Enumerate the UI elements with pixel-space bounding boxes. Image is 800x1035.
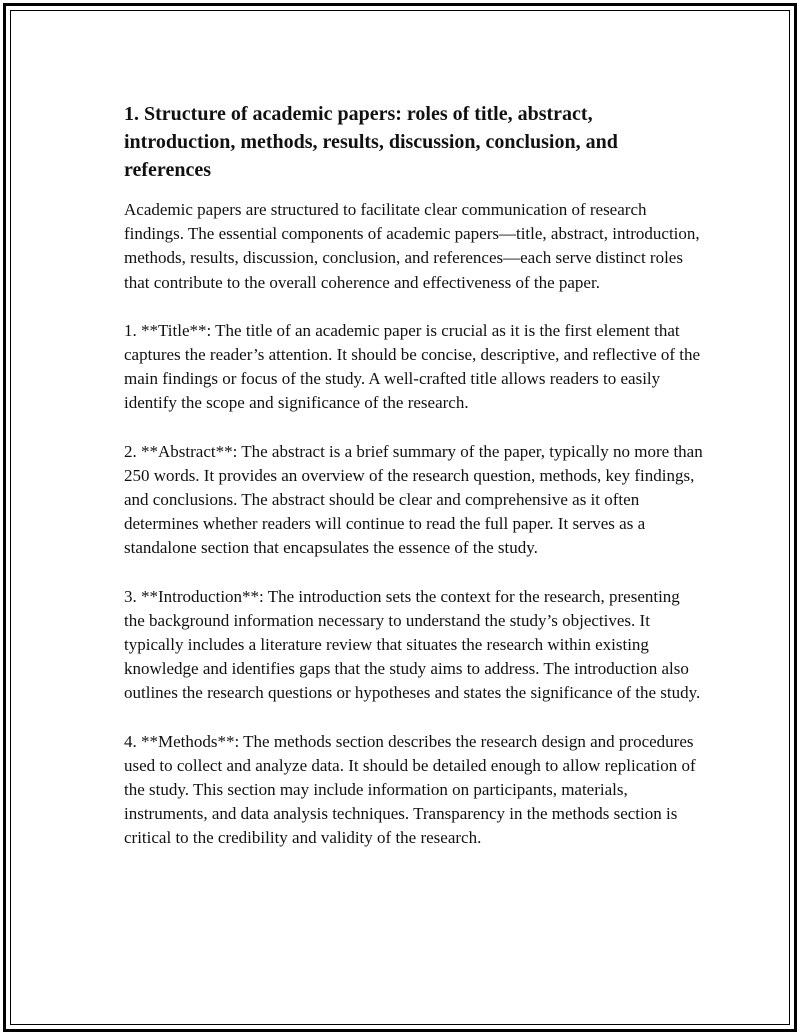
section-heading: 1. Structure of academic papers: roles of title, abstract, introduction, methods, results, discussion, conclusion, and references: [124, 103, 618, 181]
title-paragraph: 1. **Title**: The title of an academic paper is crucial as it is the first element that captures the reader’s attention. It should be concise, descriptive, and reflective of the main findings or focus of the study. A well-crafted title allows readers to easily identify the scope and significance of the research.: [124, 320, 701, 413]
intro-paragraph: Academic papers are structured to facilitate clear communication of research findings. The essential components of academic papers—title, abstract, introduction, methods, results, discussion, conclusion, and references—each serve distinct roles that contribute to the overall coherence and effectiveness of the paper.: [124, 200, 700, 292]
page-frame: [3, 3, 797, 1032]
introduction-paragraph: 3. **Introduction**: The introduction sets the context for the research, presenting the background information necessary to understand the study’s objectives. It typically includes a literature review that situates the research within existing knowledge and identifies gaps that the study aims to address. The introduction also outlines the research questions or hypotheses and states the significance of the study.: [124, 586, 701, 703]
document-body: [124, 100, 704, 875]
abstract-paragraph: 2. **Abstract**: The abstract is a brief summary of the paper, typically no more than 250 words. It provides an overview of the research question, methods, key findings, and conclusions. The abstract should be clear and comprehensive as it often determines whether readers will continue to read the full paper. It serves as a standalone section that encapsulates the essence of the study.: [124, 441, 703, 558]
methods-paragraph: 4. **Methods**: The methods section describes the research design and procedures used to collect and analyze data. It should be detailed enough to allow replication of the study. This section may include information on participants, materials, instruments, and data analysis techniques. Transparency in the methods section is critical to the credibility and validity of the research.: [124, 731, 696, 848]
